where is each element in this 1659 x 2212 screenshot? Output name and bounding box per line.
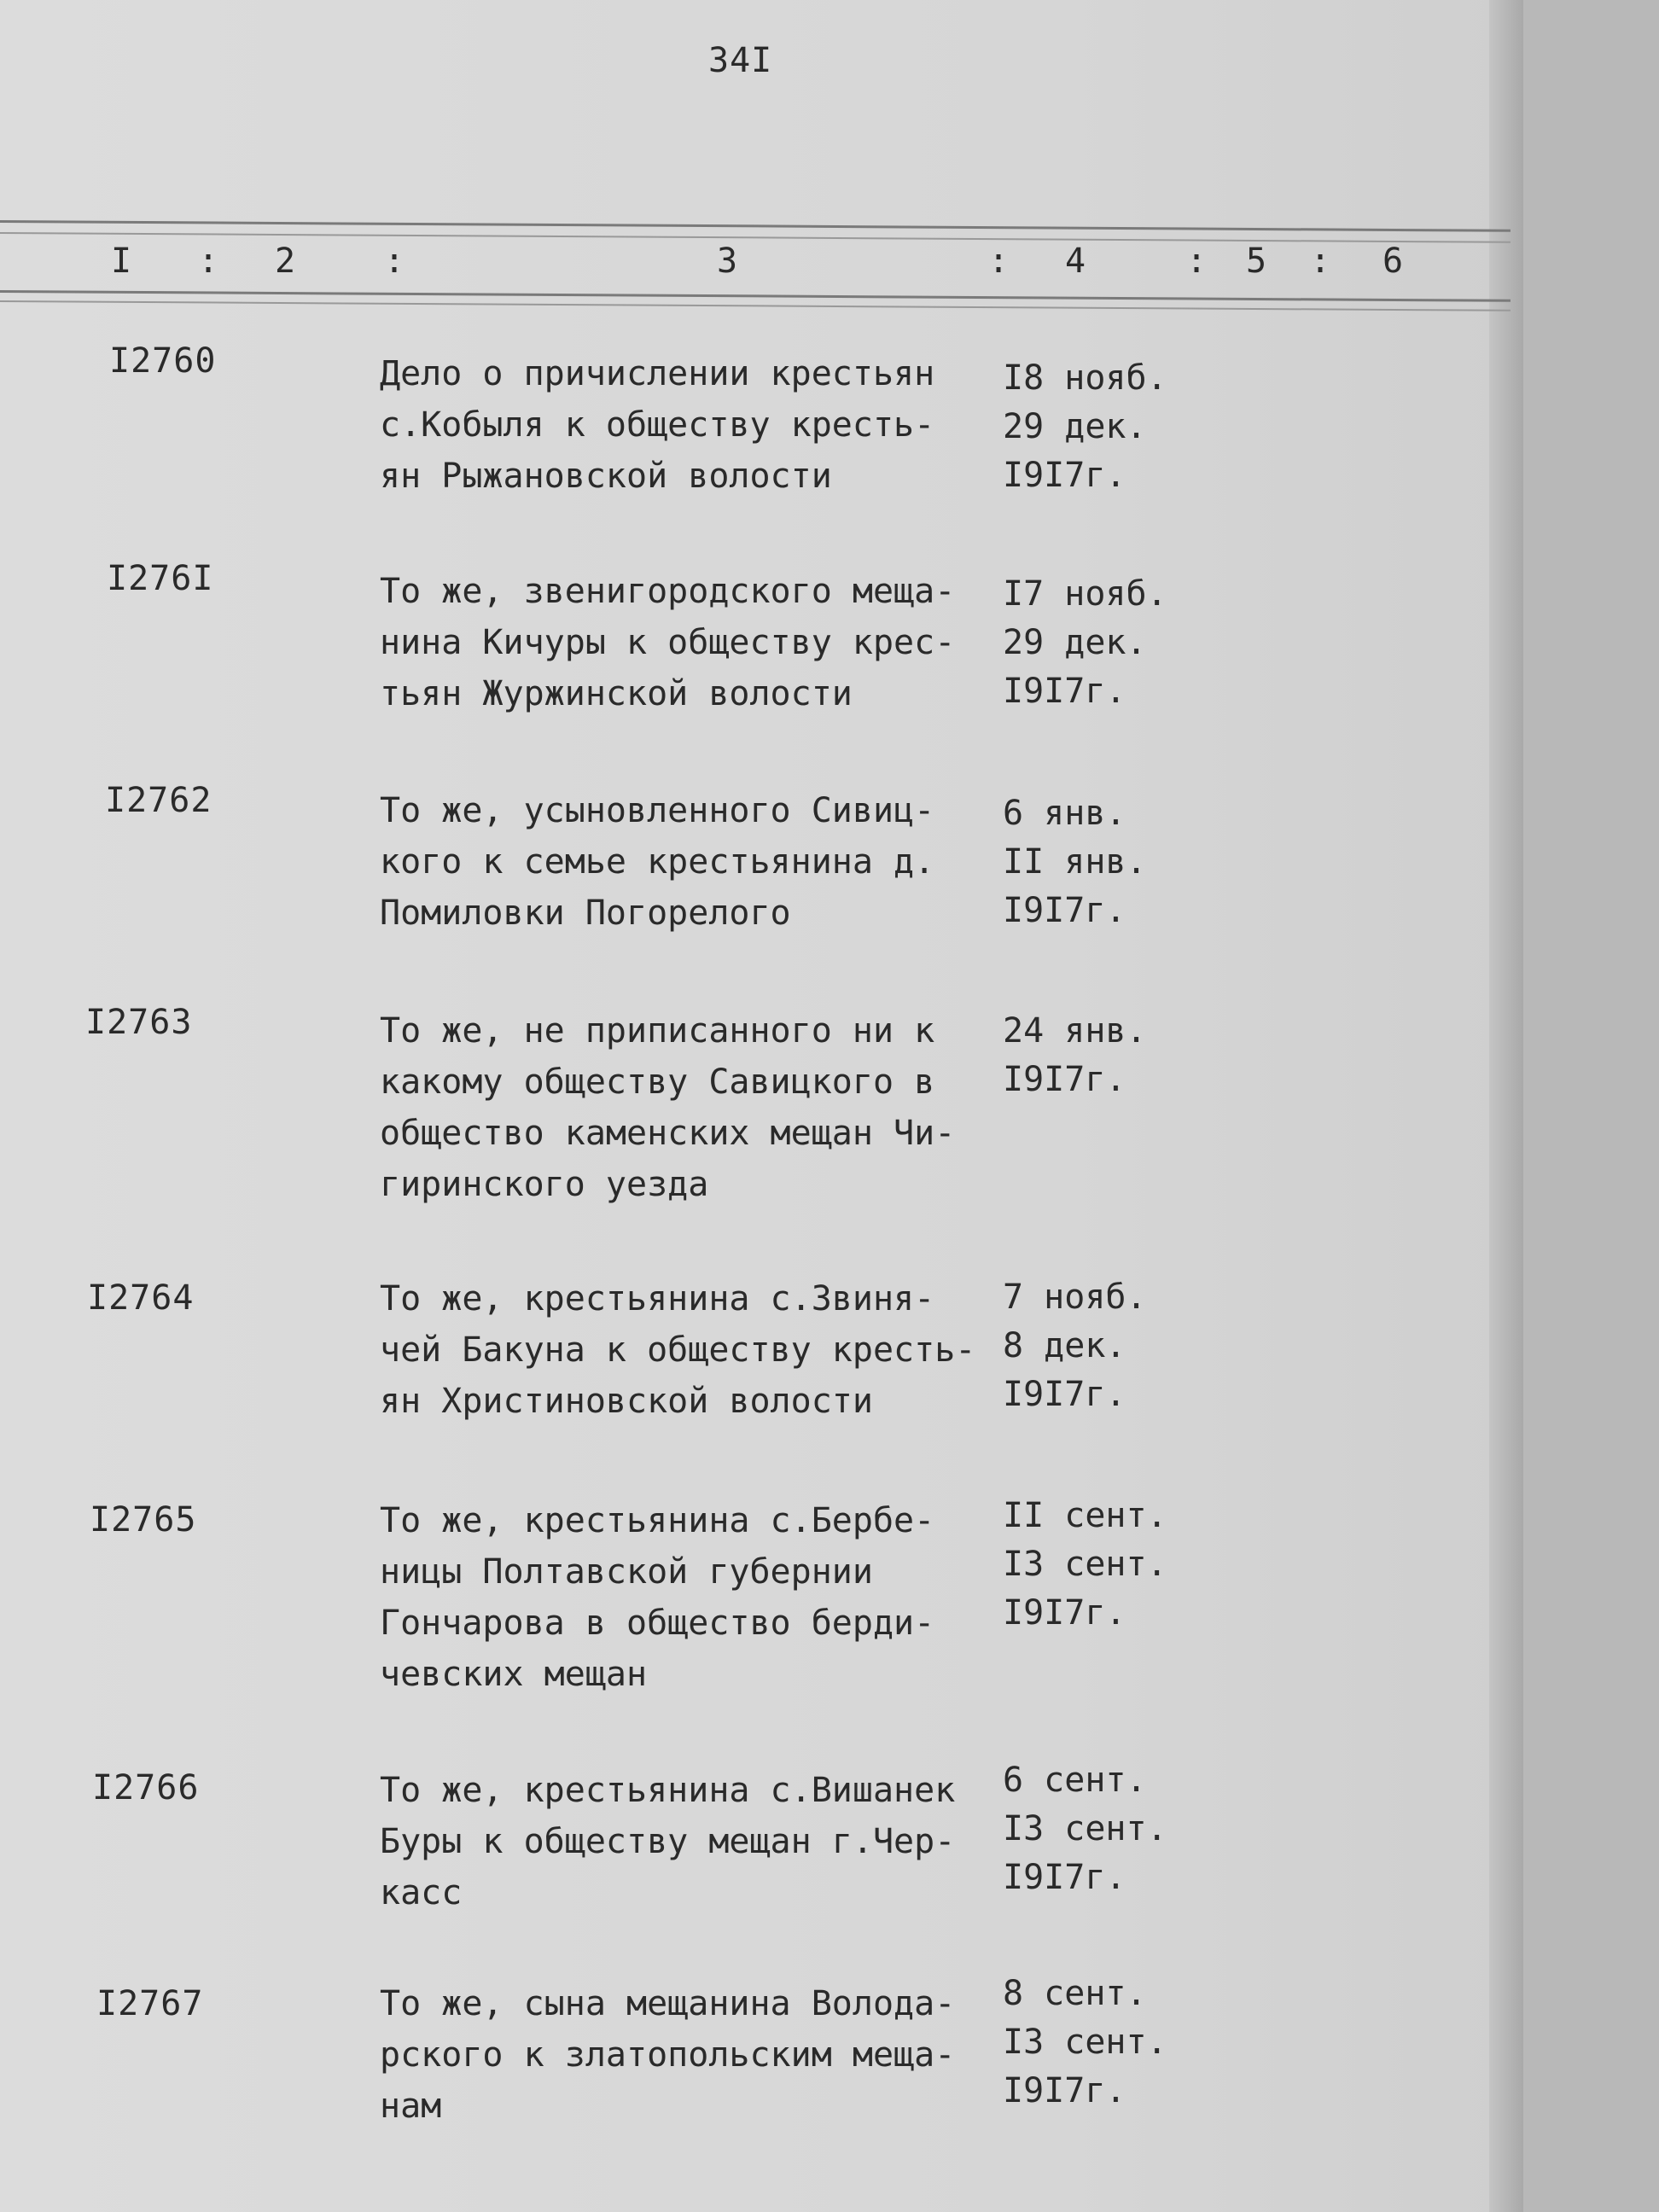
entry-number: I2760 (109, 341, 217, 381)
column-header-6: 6 (1382, 242, 1404, 281)
entry-number: I2767 (96, 1984, 204, 2023)
entry-description: То же, усыновленного Сивиц- кого к семье крестьянина д. Помиловки Погорелого (380, 791, 935, 933)
column-separator-4: : (1186, 242, 1208, 281)
column-header-1: I (111, 242, 132, 281)
entry-dates: II сент. I3 сент. I9I7г. (1003, 1496, 1167, 1633)
entry-dates: 6 сент. I3 сент. I9I7г. (1003, 1761, 1167, 1897)
entry-description: То же, крестьянина с.Вишанек Буры к обществу мещан г.Чер- касс (380, 1771, 956, 1912)
entry-dates: I7 нояб. 29 дек. I9I7г. (1003, 574, 1167, 711)
entry-description: То же, звенигородского меща- нина Кичуры к обществу крес- тьян Журжинской волости (380, 572, 956, 713)
column-header-4: 4 (1065, 242, 1086, 281)
entry-number: I276I (107, 559, 214, 598)
entry-dates: 24 янв. I9I7г. (1003, 1011, 1147, 1099)
entry-description: То же, крестьянина с.Бербе- ницы Полтавской губернии Гончарова в общество берди- чевских мещан (380, 1501, 935, 1694)
column-header-3: 3 (717, 242, 738, 281)
entry-number: I2766 (92, 1768, 200, 1807)
column-separator-5: : (1310, 242, 1331, 281)
column-header-5: 5 (1246, 242, 1267, 281)
entry-number: I2764 (87, 1278, 195, 1318)
entry-description: То же, крестьянина с.Звиня- чей Бакуна к обществу кресть- ян Христиновской волости (380, 1279, 976, 1421)
entry-number: I2765 (90, 1500, 197, 1540)
page-number: 34I (708, 41, 773, 80)
page-edge-shadow (1489, 0, 1523, 2212)
column-separator-2: : (384, 242, 405, 281)
entry-description: Дело о причислении крестьян с.Кобыля к обществу кресть- ян Рыжановской волости (380, 354, 935, 496)
entry-dates: 8 сент. I3 сент. I9I7г. (1003, 1974, 1167, 2110)
entry-dates: I8 нояб. 29 дек. I9I7г. (1003, 358, 1167, 495)
entry-number: I2763 (85, 1003, 193, 1042)
entry-dates: 6 янв. II янв. I9I7г. (1003, 794, 1147, 930)
entry-number: I2762 (105, 781, 212, 820)
entry-dates: 7 нояб. 8 дек. I9I7г. (1003, 1278, 1147, 1414)
column-separator-3: : (988, 242, 1010, 281)
column-separator-1: : (198, 242, 219, 281)
column-header-2: 2 (275, 242, 296, 281)
entry-description: То же, сына мещанина Волода- рского к златопольским меща- нам (380, 1984, 956, 2126)
entry-description: То же, не приписанного ни к какому обществу Савицкого в общество каменских мещан Чи- гиринского уезда (380, 1011, 956, 1204)
